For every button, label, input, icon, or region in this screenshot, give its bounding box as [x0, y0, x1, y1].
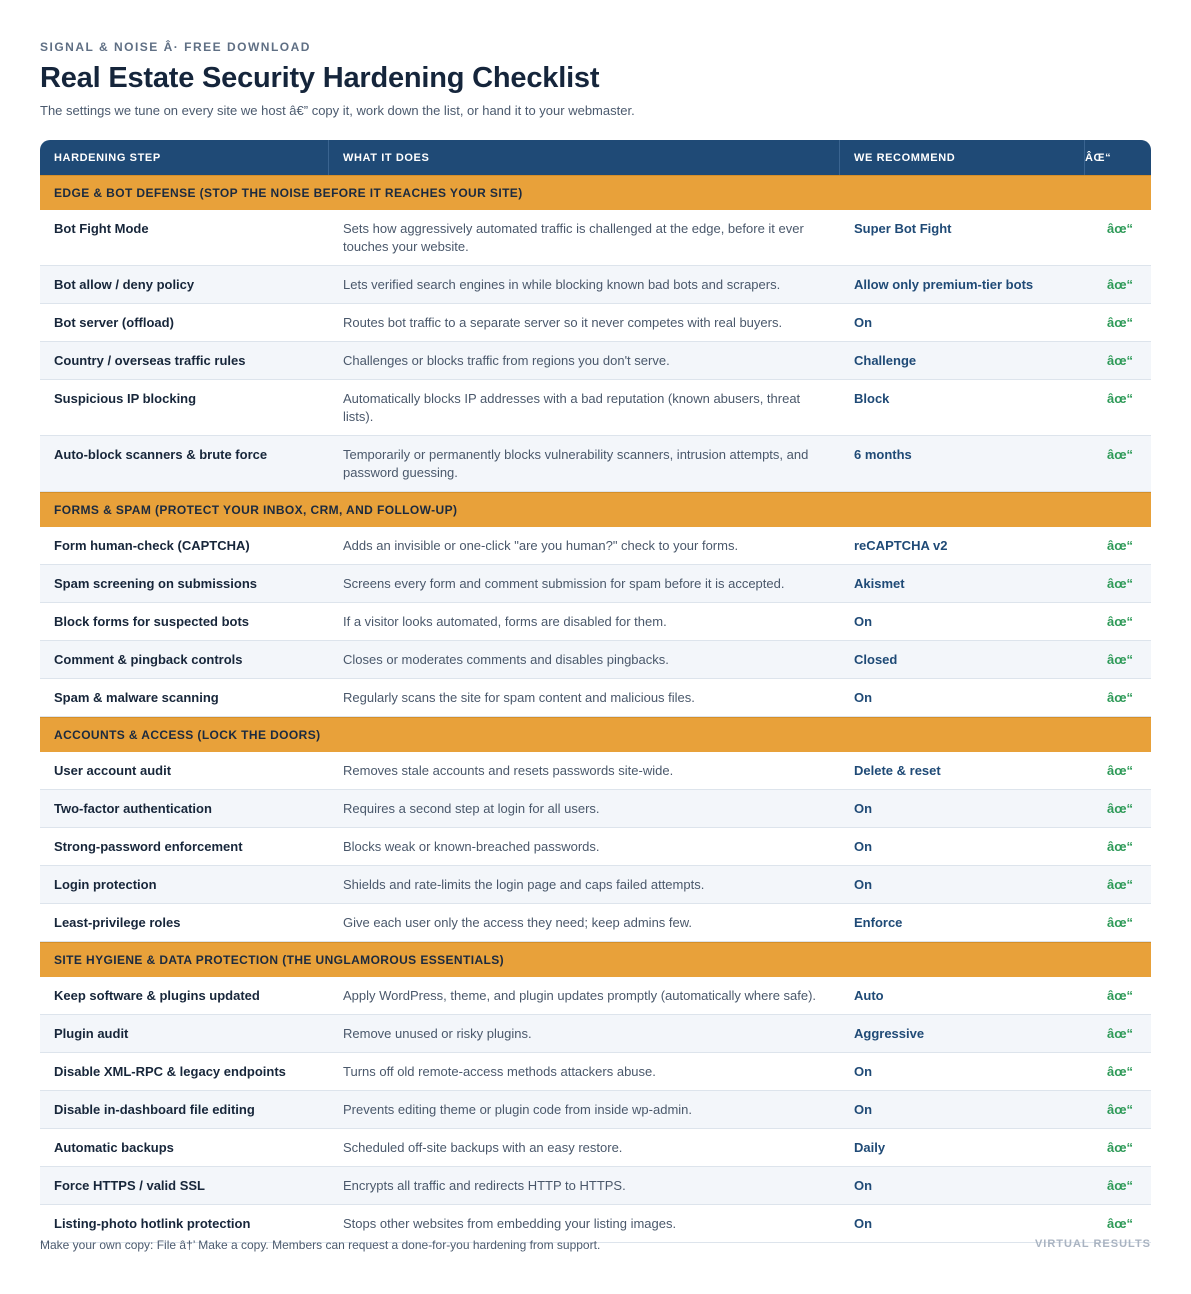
description-cell: Challenges or blocks traffic from regions you don't serve.	[329, 342, 840, 380]
checkmark-cell: âœ“	[1085, 1053, 1151, 1091]
recommendation-cell: On	[840, 603, 1085, 641]
description-cell: Blocks weak or known-breached passwords.	[329, 828, 840, 866]
table-row	[40, 828, 1151, 866]
recommendation-cell: Closed	[840, 641, 1085, 679]
description-cell: Encrypts all traffic and redirects HTTP to HTTPS.	[329, 1167, 840, 1205]
checkmark-cell: âœ“	[1085, 1167, 1151, 1205]
column-header-check: ÂŒ“	[1085, 140, 1151, 175]
table-row	[40, 1167, 1151, 1205]
table-row	[40, 1015, 1151, 1053]
recommendation-cell: On	[840, 679, 1085, 717]
checkmark-cell: âœ“	[1085, 380, 1151, 436]
recommendation-cell: Challenge	[840, 342, 1085, 380]
checkmark-cell: âœ“	[1085, 304, 1151, 342]
step-cell: User account audit	[40, 752, 329, 790]
column-header-recommend: WE RECOMMEND	[840, 140, 1085, 175]
table-row	[40, 752, 1151, 790]
recommendation-cell: On	[840, 828, 1085, 866]
checkmark-cell: âœ“	[1085, 1129, 1151, 1167]
recommendation-cell: Allow only premium-tier bots	[840, 266, 1085, 304]
step-cell: Comment & pingback controls	[40, 641, 329, 679]
recommendation-cell: On	[840, 1167, 1085, 1205]
checkmark-cell: âœ“	[1085, 436, 1151, 492]
recommendation-cell: On	[840, 1205, 1085, 1243]
checkmark-cell: âœ“	[1085, 266, 1151, 304]
table-row	[40, 210, 1151, 266]
column-header-does: WHAT IT DOES	[329, 140, 840, 175]
checkmark-cell: âœ“	[1085, 904, 1151, 942]
description-cell: Closes or moderates comments and disables pingbacks.	[329, 641, 840, 679]
description-cell: Automatically blocks IP addresses with a bad reputation (known abusers, threat lists).	[329, 380, 840, 436]
table-row	[40, 1091, 1151, 1129]
column-header-step: HARDENING STEP	[40, 140, 329, 175]
description-cell: Shields and rate-limits the login page and caps failed attempts.	[329, 866, 840, 904]
table-header-row	[40, 140, 1151, 175]
description-cell: Lets verified search engines in while blocking known bad bots and scrapers.	[329, 266, 840, 304]
step-cell: Keep software & plugins updated	[40, 977, 329, 1015]
step-cell: Bot allow / deny policy	[40, 266, 329, 304]
step-cell: Block forms for suspected bots	[40, 603, 329, 641]
footer-brand: VIRTUAL RESULTS	[1034, 1238, 1151, 1250]
description-cell: Apply WordPress, theme, and plugin updates promptly (automatically where safe).	[329, 977, 840, 1015]
section-header-row	[40, 492, 1151, 527]
description-cell: If a visitor looks automated, forms are disabled for them.	[329, 603, 840, 641]
description-cell: Screens every form and comment submission for spam before it is accepted.	[329, 565, 840, 603]
table-row	[40, 904, 1151, 942]
step-cell: Suspicious IP blocking	[40, 380, 329, 436]
recommendation-cell: On	[840, 304, 1085, 342]
checkmark-cell: âœ“	[1085, 603, 1151, 641]
step-cell: Least-privilege roles	[40, 904, 329, 942]
table-row	[40, 266, 1151, 304]
table-body	[40, 175, 1151, 1243]
section-header-row	[40, 942, 1151, 977]
checkmark-cell: âœ“	[1085, 866, 1151, 904]
checkmark-cell: âœ“	[1085, 527, 1151, 565]
step-cell: Bot Fight Mode	[40, 210, 329, 266]
recommendation-cell: On	[840, 1091, 1085, 1129]
table-row	[40, 866, 1151, 904]
checkmark-cell: âœ“	[1085, 210, 1151, 266]
recommendation-cell: reCAPTCHA v2	[840, 527, 1085, 565]
recommendation-cell: 6 months	[840, 436, 1085, 492]
step-cell: Country / overseas traffic rules	[40, 342, 329, 380]
checkmark-cell: âœ“	[1085, 641, 1151, 679]
recommendation-cell: Enforce	[840, 904, 1085, 942]
step-cell: Spam screening on submissions	[40, 565, 329, 603]
table-row	[40, 641, 1151, 679]
table-row	[40, 1053, 1151, 1091]
description-cell: Removes stale accounts and resets passwords site-wide.	[329, 752, 840, 790]
table-row	[40, 1129, 1151, 1167]
table-row	[40, 527, 1151, 565]
recommendation-cell: On	[840, 1053, 1085, 1091]
checkmark-cell: âœ“	[1085, 977, 1151, 1015]
section-title: ACCOUNTS & ACCESS (LOCK THE DOORS)	[40, 717, 1151, 752]
checkmark-cell: âœ“	[1085, 828, 1151, 866]
description-cell: Routes bot traffic to a separate server so it never competes with real buyers.	[329, 304, 840, 342]
checkmark-cell: âœ“	[1085, 790, 1151, 828]
section-title: SITE HYGIENE & DATA PROTECTION (THE UNGLAMOROUS ESSENTIALS)	[40, 942, 1151, 977]
page-title: Real Estate Security Hardening Checklist	[40, 62, 600, 94]
recommendation-cell: Auto	[840, 977, 1085, 1015]
table-row	[40, 304, 1151, 342]
table-row	[40, 436, 1151, 492]
description-cell: Prevents editing theme or plugin code from inside wp-admin.	[329, 1091, 840, 1129]
section-title: FORMS & SPAM (PROTECT YOUR INBOX, CRM, AND FOLLOW-UP)	[40, 492, 1151, 527]
table-row	[40, 977, 1151, 1015]
recommendation-cell: Delete & reset	[840, 752, 1085, 790]
description-cell: Give each user only the access they need; keep admins few.	[329, 904, 840, 942]
recommendation-cell: On	[840, 790, 1085, 828]
step-cell: Spam & malware scanning	[40, 679, 329, 717]
checkmark-cell: âœ“	[1085, 1091, 1151, 1129]
description-cell: Regularly scans the site for spam content and malicious files.	[329, 679, 840, 717]
recommendation-cell: On	[840, 866, 1085, 904]
step-cell: Force HTTPS / valid SSL	[40, 1167, 329, 1205]
table-row	[40, 679, 1151, 717]
table-row	[40, 603, 1151, 641]
recommendation-cell: Super Bot Fight	[840, 210, 1085, 266]
recommendation-cell: Akismet	[840, 565, 1085, 603]
description-cell: Temporarily or permanently blocks vulnerability scanners, intrusion attempts, and password guessing.	[329, 436, 840, 492]
step-cell: Bot server (offload)	[40, 304, 329, 342]
table-row	[40, 790, 1151, 828]
description-cell: Turns off old remote-access methods attackers abuse.	[329, 1053, 840, 1091]
step-cell: Strong-password enforcement	[40, 828, 329, 866]
description-cell: Sets how aggressively automated traffic is challenged at the edge, before it ever touches your website.	[329, 210, 840, 266]
step-cell: Plugin audit	[40, 1015, 329, 1053]
section-header-row	[40, 175, 1151, 210]
footer-note: Make your own copy: File â†’ Make a copy. Members can request a done-for-you hardening from support.	[40, 1238, 601, 1252]
step-cell: Listing-photo hotlink protection	[40, 1205, 329, 1243]
recommendation-cell: Block	[840, 380, 1085, 436]
description-cell: Remove unused or risky plugins.	[329, 1015, 840, 1053]
recommendation-cell: Daily	[840, 1129, 1085, 1167]
description-cell: Scheduled off-site backups with an easy restore.	[329, 1129, 840, 1167]
section-header-row	[40, 717, 1151, 752]
step-cell: Auto-block scanners & brute force	[40, 436, 329, 492]
section-title: EDGE & BOT DEFENSE (STOP THE NOISE BEFORE IT REACHES YOUR SITE)	[40, 175, 1151, 210]
table-row	[40, 380, 1151, 436]
step-cell: Login protection	[40, 866, 329, 904]
step-cell: Disable XML-RPC & legacy endpoints	[40, 1053, 329, 1091]
page-subtitle: The settings we tune on every site we host â€” copy it, work down the list, or hand it to your webmaster.	[40, 103, 635, 118]
checkmark-cell: âœ“	[1085, 752, 1151, 790]
checkmark-cell: âœ“	[1085, 342, 1151, 380]
table-row	[40, 342, 1151, 380]
description-cell: Adds an invisible or one-click "are you human?" check to your forms.	[329, 527, 840, 565]
step-cell: Disable in-dashboard file editing	[40, 1091, 329, 1129]
checkmark-cell: âœ“	[1085, 679, 1151, 717]
checkmark-cell: âœ“	[1085, 565, 1151, 603]
eyebrow-label: SIGNAL & NOISE Â· FREE DOWNLOAD	[40, 40, 311, 54]
hardening-checklist-table	[40, 140, 1151, 1243]
checkmark-cell: âœ“	[1085, 1205, 1151, 1243]
description-cell: Stops other websites from embedding your listing images.	[329, 1205, 840, 1243]
step-cell: Automatic backups	[40, 1129, 329, 1167]
recommendation-cell: Aggressive	[840, 1015, 1085, 1053]
step-cell: Form human-check (CAPTCHA)	[40, 527, 329, 565]
description-cell: Requires a second step at login for all users.	[329, 790, 840, 828]
step-cell: Two-factor authentication	[40, 790, 329, 828]
checkmark-cell: âœ“	[1085, 1015, 1151, 1053]
table-row	[40, 565, 1151, 603]
